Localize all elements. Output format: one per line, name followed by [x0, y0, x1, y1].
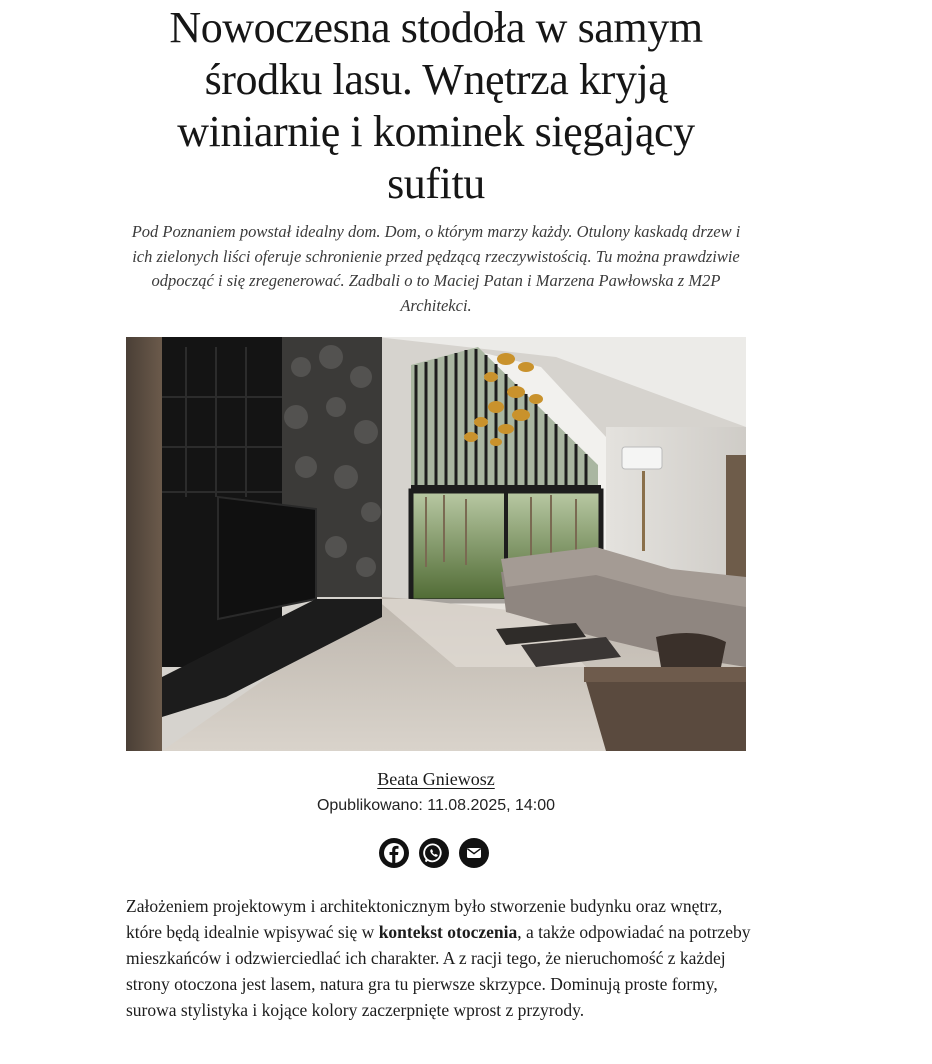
- body-text-part2: , a także odpowiadać na potrzeby mieszkańców i odzwierciedlać ich charakter. A z racji tego, że nieruchomość z każdej strony otoczona jest lasem, natura gra tu pierwsze skrzypce. Dominują proste formy, surowa stylistyka i kojące kolory zaczerpnięte wprost z przyrody.: [126, 922, 751, 1020]
- email-icon: [459, 838, 489, 868]
- share-bar: [379, 838, 489, 868]
- article-lead: Pod Poznaniem powstał idealny dom. Dom, o którym marzy każdy. Otulony kaskadą drzew i ich zielonych liści oferuje schronienie przed pędzącą rzeczywistością. Tu można prawdziwie odpocząć i się zregenerować. Zadbali o to Maciej Patan i Marzena Pawłowska z M2P Architekci.: [131, 222, 741, 315]
- facebook-share-button[interactable]: [379, 838, 409, 868]
- article-body: [126, 893, 752, 1023]
- publish-date: Opublikowano: 11.08.2025, 14:00: [316, 797, 556, 814]
- article-title: Nowoczesna stodoła w samym środku lasu. Wnętrza kryją winiarnię i kominek sięgający sufitu: [169, 3, 703, 208]
- hero-image: [126, 337, 746, 751]
- author-byline: [126, 767, 746, 791]
- facebook-icon: [379, 838, 409, 868]
- author-link[interactable]: Beata Gniewosz: [377, 769, 495, 789]
- whatsapp-icon: [419, 838, 449, 868]
- whatsapp-share-button[interactable]: [419, 838, 449, 868]
- body-text-part1: Założeniem projektowym i architektonicznym było stworzenie budynku oraz wnętrz, które będą idealnie wpisywać się w: [126, 896, 723, 942]
- body-text-bold: kontekst otoczenia: [378, 922, 518, 942]
- living-room-photo: [126, 337, 746, 751]
- email-share-button[interactable]: [459, 838, 489, 868]
